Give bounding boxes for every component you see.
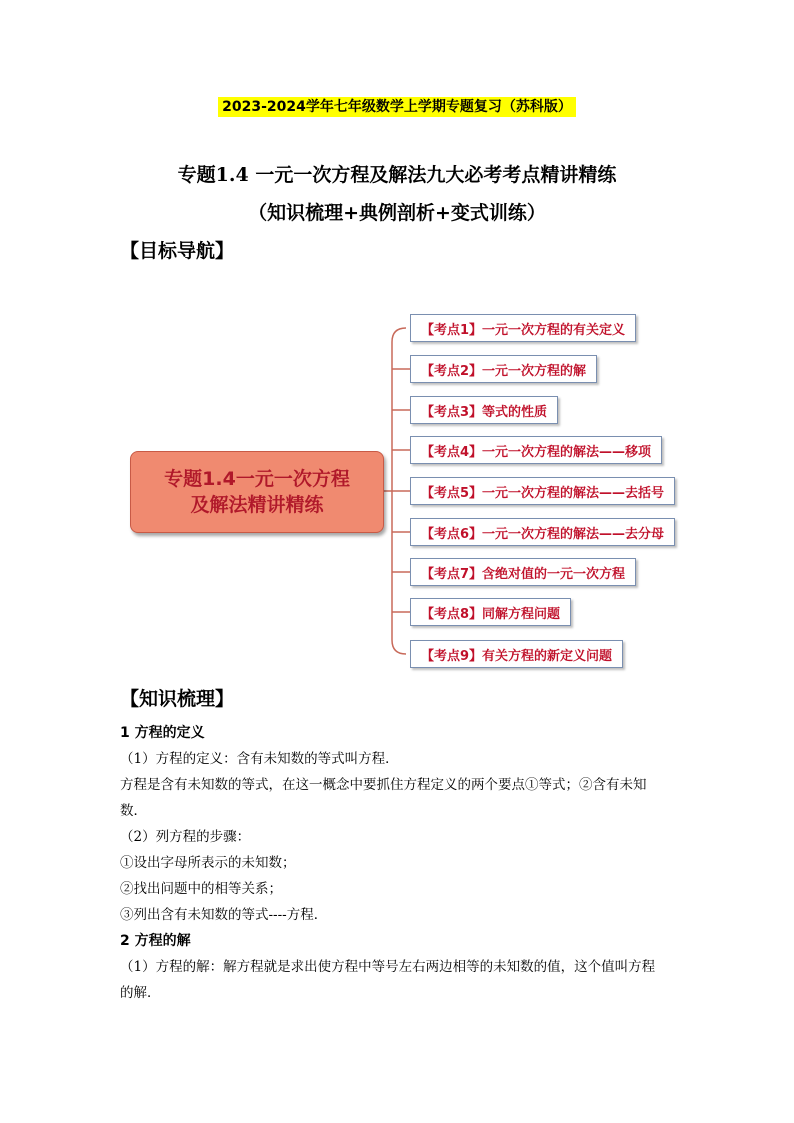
paragraph: （2）列方程的步骤： [120, 829, 251, 845]
paragraph: （1）方程的定义：含有未知数的等式叫方程． [120, 751, 399, 767]
knowledge-heading: 【知识梳理】 [120, 688, 235, 710]
knowledge-body [120, 720, 680, 1006]
paragraph: 的解． [120, 985, 161, 1001]
page-subtitle: （知识梳理+典例剖析+变式训练） [248, 202, 546, 224]
section-heading-1: 1 方程的定义 [120, 725, 205, 741]
nav-heading: 【目标导航】 [120, 240, 235, 262]
paragraph: 数． [120, 803, 147, 819]
mindmap-node-5: 【考点5】一元一次方程的解法——去括号 [410, 477, 675, 505]
section-heading-2: 2 方程的解 [120, 933, 191, 949]
paragraph: ③列出含有未知数的等式----方程． [120, 907, 328, 923]
paragraph: 方程是含有未知数的等式，在这一概念中要抓住方程定义的两个要点①等式；②含有未知 [120, 777, 647, 793]
mindmap-node-4: 【考点4】一元一次方程的解法——移项 [410, 436, 662, 464]
paragraph: （1）方程的解：解方程就是求出使方程中等号左右两边相等的未知数的值，这个值叫方程 [120, 959, 656, 975]
mindmap-node-2: 【考点2】一元一次方程的解 [410, 355, 597, 383]
mindmap-node-8: 【考点8】同解方程问题 [410, 598, 571, 626]
mindmap-node-9: 【考点9】有关方程的新定义问题 [410, 640, 623, 668]
mindmap-center [130, 451, 384, 533]
paragraph: ①设出字母所表示的未知数； [120, 855, 296, 871]
banner-text: 2023-2024学年七年级数学上学期专题复习（苏科版） [218, 97, 576, 117]
page-title: 专题1.4 一元一次方程及解法九大必考考点精讲精练 [177, 164, 617, 186]
paragraph: ②找出问题中的相等关系； [120, 881, 282, 897]
mindmap-node-6: 【考点6】一元一次方程的解法——去分母 [410, 518, 675, 546]
center-line-1: 专题1.4一元一次方程 [164, 468, 350, 490]
mindmap-node-3: 【考点3】等式的性质 [410, 396, 558, 424]
mindmap-node-7: 【考点7】含绝对值的一元一次方程 [410, 558, 636, 586]
center-line-2: 及解法精讲精练 [190, 494, 324, 516]
mindmap-node-1: 【考点1】一元一次方程的有关定义 [410, 314, 636, 342]
